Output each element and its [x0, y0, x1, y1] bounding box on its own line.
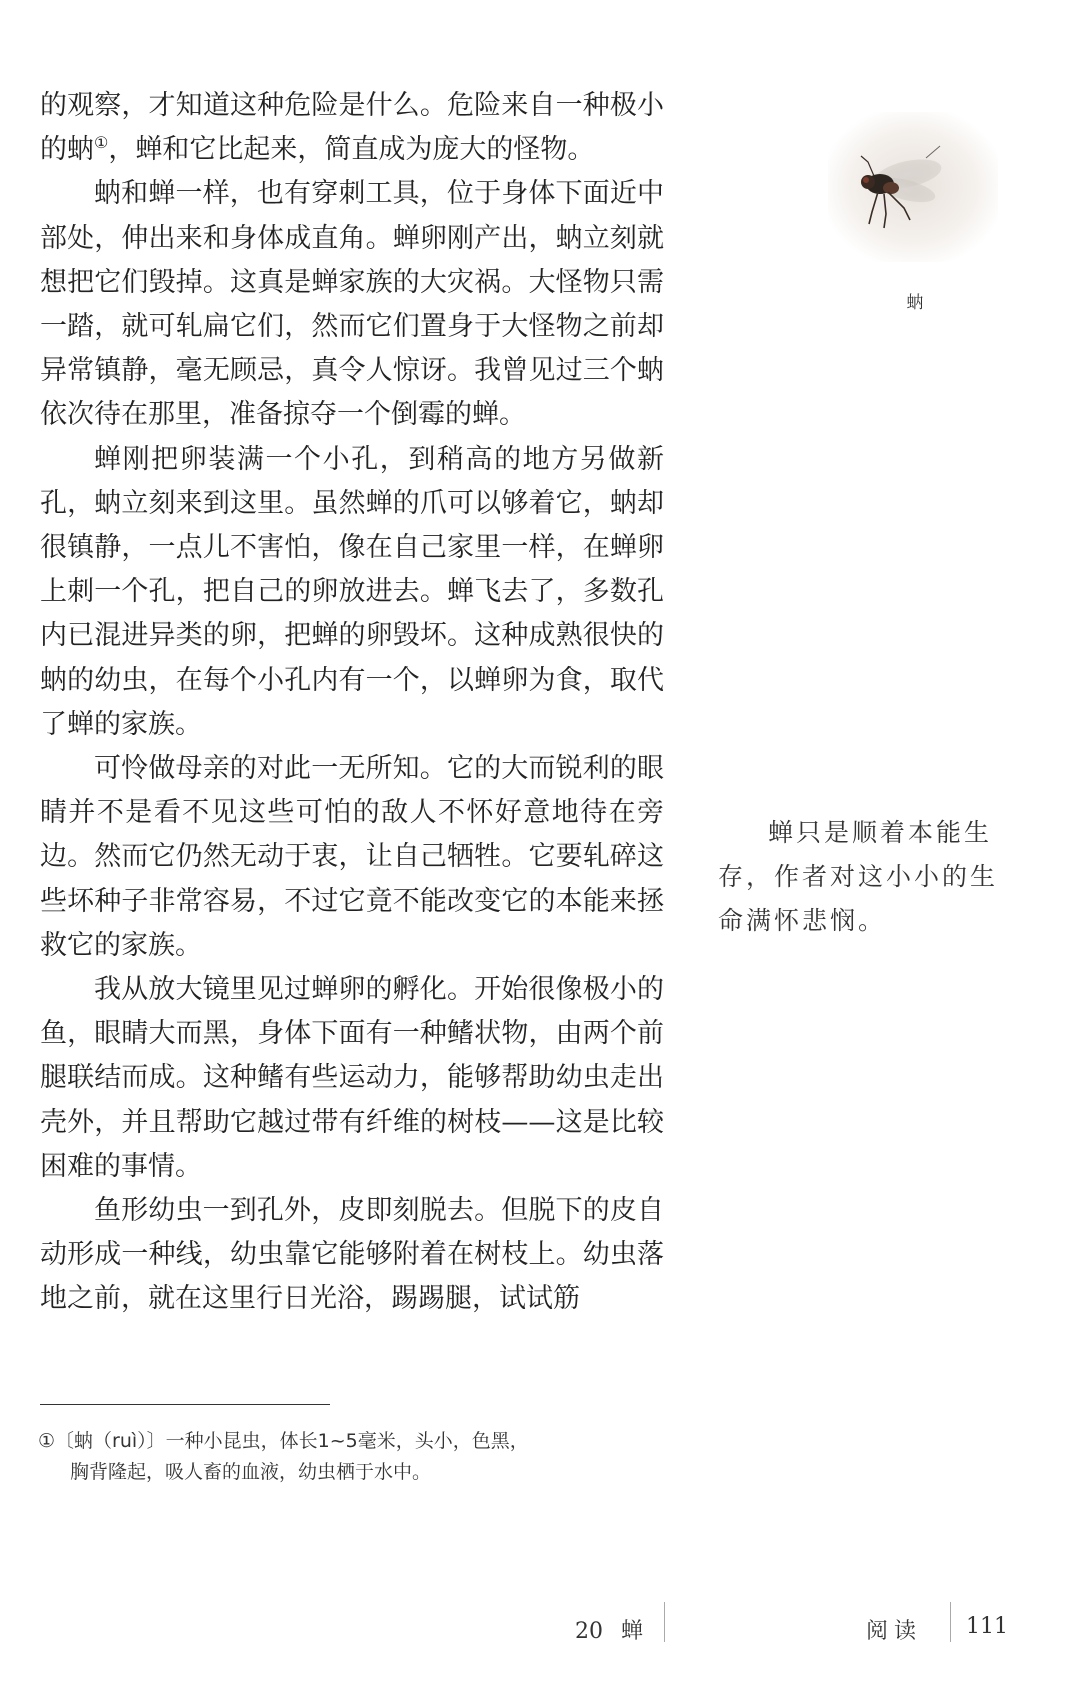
- main-text: [40, 84, 664, 1322]
- page-number: 111: [966, 1614, 1008, 1639]
- paragraph-1-end: ，蝉和它比起来，简直成为庞大的怪物。: [108, 134, 595, 166]
- lesson-title: 蝉: [621, 1619, 644, 1644]
- paragraph-4: 可怜做母亲的对此一无所知。它的大而锐利的眼睛并不是看不见这些可怕的敌人不怀好意地待在旁边。然而它仍然无动于衷，让自己牺牲。它要轧碎这些坏种子非常容易，不过它竟不能改变它的本能来拯救它的家族。: [40, 753, 664, 961]
- footnote: ①〔蚋（ruì）〕一种小昆虫，体长1~5毫米，头小，色黑，胸背隆起，吸人畜的血液，幼虫栖于水中。: [38, 1430, 529, 1483]
- footnote-marker[interactable]: ①: [94, 133, 109, 153]
- paragraph-1-start: 的观察，才知道这种危险是什么。危险来自一种极小的蚋: [40, 90, 664, 166]
- running-footer-section: 阅读: [866, 1619, 923, 1644]
- running-footer-lesson: [575, 1614, 643, 1645]
- footer-divider-right: [950, 1602, 951, 1642]
- paragraph-1: [40, 84, 664, 172]
- footnote-divider: [40, 1404, 330, 1405]
- footer-divider-left: [664, 1602, 665, 1642]
- side-note: 蝉只是顺着本能生存，作者对这小小的生命满怀悲悯。: [718, 818, 999, 935]
- lesson-number: 20: [575, 1619, 603, 1644]
- paragraph-5: 我从放大镜里见过蝉卵的孵化。开始很像极小的鱼，眼睛大而黑，身体下面有一种鳍状物，由两个前腿联结而成。这种鳍有些运动力，能够帮助幼虫走出壳外，并且帮助它越过带有纤维的树枝——这是比较困难的事情。: [40, 974, 664, 1182]
- paragraph-2: 蚋和蝉一样，也有穿刺工具，位于身体下面近中部处，伸出来和身体成直角。蝉卵刚产出，蚋立刻就想把它们毁掉。这真是蝉家族的大灾祸。大怪物只需一踏，就可轧扁它们，然而它们置身于大怪物之前却异常镇静，毫无顾忌，真令人惊讶。我曾见过三个蚋依次待在那里，准备掠夺一个倒霉的蝉。: [40, 178, 664, 431]
- paragraph-6: 鱼形幼虫一到孔外，皮即刻脱去。但脱下的皮自动形成一种线，幼虫靠它能够附着在树枝上。幼虫落地之前，就在这里行日光浴，踢踢腿，试试筋: [40, 1195, 664, 1315]
- gnat-photo-icon: [828, 112, 998, 262]
- photo-caption: 蚋: [906, 293, 924, 313]
- paragraph-3: 蝉刚把卵装满一个小孔，到稍高的地方另做新孔，蚋立刻来到这里。虽然蝉的爪可以够着它，蚋却很镇静，一点儿不害怕，像在自己家里一样，在蝉卵上刺一个孔，把自己的卵放进去。蝉飞去了，多数孔内已混进异类的卵，把蝉的卵毁坏。这种成熟很快的蚋的幼虫，在每个小孔内有一个，以蝉卵为食，取代了蝉的家族。: [40, 443, 664, 740]
